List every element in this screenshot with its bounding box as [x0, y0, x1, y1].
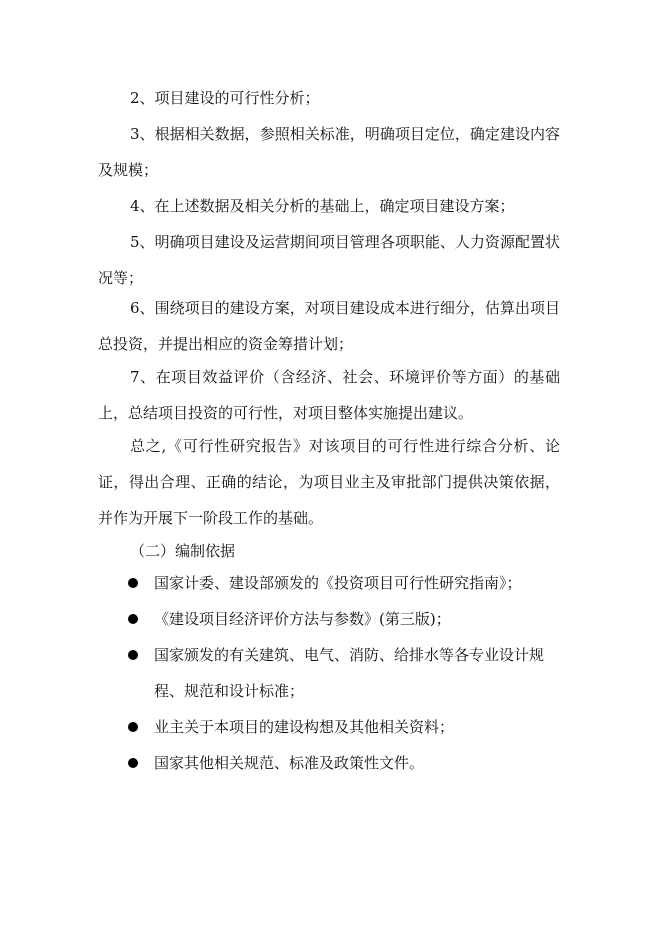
bullet-text: 国家颁发的有关建筑、电气、消防、给排水等各专业设计规程、规范和设计标准； — [154, 646, 545, 700]
bullet-dot-icon — [128, 758, 138, 768]
paragraph-item-2: 2、项目建设的可行性分析； — [130, 89, 320, 107]
paragraph-item-3: 3、根据相关数据，参照相关标准，明确项目定位，确定建设内容及规模； — [98, 125, 560, 179]
paragraph-item-6: 6、围绕项目的建设方案，对项目建设成本进行细分，估算出项目总投资，并提出相应的资金筹措计划； — [98, 299, 560, 353]
section-heading: （二）编制依据 — [130, 542, 236, 560]
bullet-dot-icon — [128, 614, 138, 624]
basis-bullet-list — [98, 565, 560, 781]
summary-paragraph: 总之,《可行性研究报告》对该项目的可行性进行综合分析、论证，得出合理、正确的结论，为项目业主及审批部门提供决策依据，并作为开展下一阶段工作的基础。 — [98, 437, 560, 527]
bullet-dot-icon — [128, 650, 138, 660]
bullet-item-guide — [98, 565, 560, 601]
bullet-item-owner — [98, 709, 560, 745]
bullet-text: 《建设项目经济评价方法与参数》(第三版)； — [154, 610, 451, 628]
paragraph-item-5: 5、明确项目建设及运营期间项目管理各项职能、人力资源配置状况等； — [98, 233, 560, 287]
bullet-text: 业主关于本项目的建设构想及其他相关资料； — [154, 718, 455, 736]
paragraph-item-4: 4、在上述数据及相关分析的基础上，确定项目建设方案； — [130, 197, 515, 215]
bullet-text: 国家其他相关规范、标准及政策性文件。 — [154, 754, 425, 772]
bullet-item-standards — [98, 637, 560, 709]
bullet-item-method — [98, 601, 560, 637]
bullet-item-policy — [98, 745, 560, 781]
bullet-dot-icon — [128, 578, 138, 588]
paragraph-item-7: 7、在项目效益评价（含经济、社会、环境评价等方面）的基础上，总结项目投资的可行性，对项目整体实施提出建议。 — [98, 368, 560, 422]
bullet-text: 国家计委、建设部颁发的《投资项目可行性研究指南》； — [154, 574, 522, 592]
bullet-dot-icon — [128, 722, 138, 732]
